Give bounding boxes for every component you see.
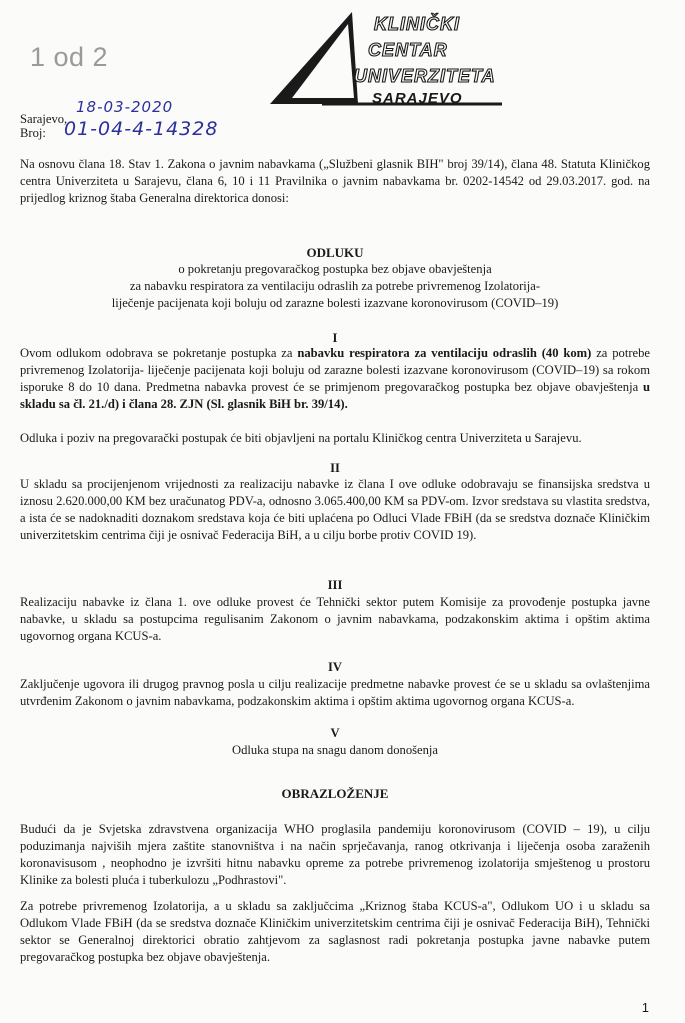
section-3-paragraph: Realizaciju nabavke iz člana 1. ove odluke provest će Tehnički sektor putem Komisije za provođenje postupka javne nabavke, u skladu sa postupcima regulisanim Zakonom o javnim nabavkama, podzakonskim aktima i opštim aktima ugovornog organa KCUS-a. <box>20 595 650 643</box>
section-numeral-3: III <box>327 578 343 592</box>
section-2-paragraph: U skladu sa procijenjenom vrijednosti za realizaciju nabavke iz člana I ove odluke odobravaju se finansijska sredstva u iznosu 2.620.000,00 KM bez uračunatog PDV-a, odnosno 3.065.400,00 KM sa PDV-om. Izvor sredstava su vlastita sredstva, a ista će se nadoknaditi doznakom sredstava koja će biti uplaćena po Odluci Vlade FBiH (da se sredstva doznače Kliničkim univerzitetskim centrima čiji je osnivač Federacija BiH, a u cilju borbe protiv COVID 19). <box>20 477 650 542</box>
section-numeral-1: I <box>332 331 338 345</box>
section-4-paragraph: Zaključenje ugovora ili drugog pravnog posla u cilju realizacije predmetne nabavke provest će se u skladu sa ovlaštenjima utvrđenim Zakonom o javnim nabavkama, podzakonskim aktima i opštim aktima ugovornog organa KCUS-a. <box>20 677 650 708</box>
rationale-paragraph-2: Za potrebe privremenog Izolatorija, a u skladu sa zaključcima „Kriznog štaba KCUS-a", Odlukom UO i u skladu sa Odlukom Vlade FBiH (da se sredstva doznače Kliničkim univerzitetskim centrima čiji je osnivač Federacija BiH), Tehnički sektor se Generalnoj direktorici obratio zahtjevom za saglasnost radi pokretanja postupka javne nabavke putem pregovaračkog postupka bez objave obavještenja. <box>20 899 650 964</box>
page-number: 1 <box>641 1000 649 1015</box>
kcus-logo <box>262 8 512 108</box>
section-1-text-a: Ovom odlukom odobrava se pokretanje postupka za <box>20 346 298 360</box>
number-label: Broj: <box>20 126 46 140</box>
place-label: Sarajevo, <box>20 112 68 126</box>
section-1-text-c: za potrebe privremenog Izolatorija- liječenje pacijenata koji boluju od zarazne bolesti izazvane koronovirusom (COVID–19) sa rokom isporuke 8 do 10 dana. Predmetna nabavka provest će se primjenom pregovaračkog postupka bez objave obavještenja <box>20 346 650 394</box>
section-numeral-5: V <box>330 726 340 740</box>
logo-text-line2: CENTAR <box>368 40 448 60</box>
section-numeral-2: II <box>330 461 340 475</box>
section-numeral-4: IV <box>328 660 342 674</box>
decision-subtitle-3: liječenje pacijenata koji boluju od zarazne bolesti izazvane koronovirusom (COVID–19) <box>111 296 559 310</box>
logo-text-line4: SARAJEVO <box>372 90 463 107</box>
decision-title: ODLUKU <box>306 245 364 260</box>
section-1-bold-law: u skladu sa čl. 21./d) i člana 28. ZJN (Sl. glasnik BiH br. 39/14). <box>20 380 650 411</box>
rationale-title: OBRAZLOŽENJE <box>281 786 389 801</box>
handwritten-number: 01-04-4-14328 <box>64 118 219 140</box>
section-5-paragraph: Odluka stupa na snagu danom donošenja <box>231 743 438 757</box>
decision-subtitle-1: o pokretanju pregovaračkog postupka bez objave obavještenja <box>178 262 492 276</box>
handwritten-date: 18-03-2020 <box>76 98 174 116</box>
decision-subtitle-2: za nabavku respiratora za ventilaciju odraslih za potrebe privremenog Izolatorija- <box>129 279 541 293</box>
section-1-paragraph-2: Odluka i poziv na pregovarački postupak će biti objavljeni na portalu Kliničkog centra Univerziteta u Sarajevu. <box>20 431 582 445</box>
rationale-paragraph-1: Budući da je Svjetska zdravstvena organizacija WHO proglasila pandemiju koronovirusom (COVID – 19), u cilju poduzimanja najviših mjera zaštite stanovništva i na način sprječavanja, ranog otkrivanja i liječenja osoba zaraženih koronavisusom , neophodno je izvršiti hitnu nabavku opreme za potrebe privremenog izolatorija smještenog u prostoru Klinike za bolesti pluća i tuberkulozu „Podhrastovi". <box>20 822 650 887</box>
section-1-paragraph <box>20 345 650 413</box>
section-1-bold-item: nabavku respiratora za ventilaciju odraslih (40 kom) <box>297 346 592 360</box>
preamble: Na osnovu člana 18. Stav 1. Zakona o javnim nabavkama („Službeni glasnik BIH" broj 39/14), člana 48. Statuta Kliničkog centra Univerziteta u Sarajevu, člana 6, 10 i 11 Pravilnika o javnim nabavkama br. 0202-14542 od 29.03.2017. god. na prijedlog kriznog štaba Generalna direktorica donosi: <box>20 157 650 205</box>
logo-text-line1: KLINIČKI <box>374 14 460 34</box>
page-counter-overlay: 1 od 2 <box>30 42 109 72</box>
logo-text-line3: UNIVERZITETA <box>354 66 496 86</box>
